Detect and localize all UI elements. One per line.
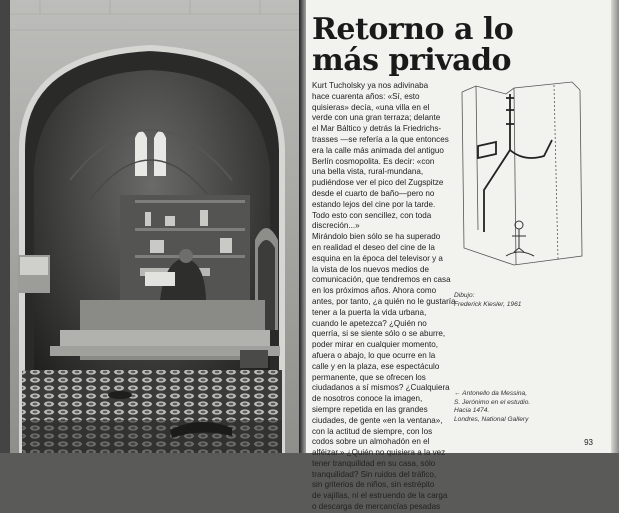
- body-line: pudiéndose ver el pico del Zugspitze: [312, 178, 444, 188]
- body-line: o descarga de mercancías pesadas: [312, 502, 441, 512]
- body-line: antes, por tanto, ¿a quién no le gustaría: [312, 296, 456, 306]
- body-line: era la calle más animada del antiguo: [312, 145, 444, 155]
- body-line: desde el cuarto de baño—pero no: [312, 188, 435, 198]
- body-line: esquina en la época del televisor y a: [312, 253, 443, 263]
- body-line: hace cuarenta años: «Sí, esto: [312, 91, 420, 101]
- body-line: en los próximos años. Ahora como: [312, 286, 437, 296]
- body-line: verde con una gran terraza; delante: [312, 113, 441, 123]
- body-line: alféizar.» ¿Quién no quisiera a la vez: [312, 448, 446, 458]
- body-line: con la actitud de siempre, con los: [312, 426, 433, 436]
- body-line: en realidad el deseo del cine de la: [312, 242, 435, 252]
- caption-line: Frederick Kiesler, 1961: [454, 300, 522, 308]
- article-title: Retorno a lo más privado: [312, 12, 514, 78]
- body-line: trasses —se refería a la que entonces: [312, 134, 449, 144]
- caption-line: S. Jerónimo en el estudio.: [454, 398, 531, 406]
- caption-line: ← Antonello da Messina,: [454, 390, 528, 397]
- body-line: Kurt Tucholsky ya nos adivinaba: [312, 81, 429, 90]
- caption-line: Hacia 1474.: [454, 407, 490, 415]
- body-line: Berlín cosmopolita. Es decir: «con: [312, 156, 435, 166]
- body-line: afuera o abajo, lo que ocurre en la: [312, 350, 436, 360]
- left-page: [0, 0, 303, 453]
- sketch-caption: [454, 292, 521, 309]
- caption-line: Dibujo:: [454, 292, 475, 299]
- kiesler-sketch: [454, 80, 589, 275]
- page-number: 93: [584, 438, 593, 447]
- body-line: ciudades, de gente «en la ventana»,: [312, 415, 443, 425]
- caption-line: Londres, National Gallery: [454, 415, 529, 423]
- body-line: codos sobre un almohadón en el: [312, 437, 430, 447]
- body-line: tener a la puerta la vida urbana,: [312, 307, 427, 317]
- body-line: Mirándolo bien sólo se ha superado: [312, 232, 441, 242]
- body-line: de vajillas, ni el estruendo de la carga: [312, 491, 448, 501]
- body-line: Todo esto con sencillez, con toda: [312, 210, 432, 220]
- body-line: querría, si se siente sólo o se aburre,: [312, 329, 446, 339]
- body-line: de nosotros conoce la imagen,: [312, 394, 423, 404]
- painting-image: [0, 0, 303, 453]
- body-line: tranquilidad? Sin ruidos del tráfico,: [312, 469, 437, 479]
- body-line: la vista de los nuevos medios de: [312, 264, 429, 274]
- body-line: el Mar Báltico y detrás la Friedrichs-: [312, 124, 442, 134]
- painting-caption: [454, 390, 530, 424]
- page-edge: [611, 0, 619, 453]
- body-line: permanente, que se ofrecen los: [312, 372, 426, 382]
- body-line: estando lejos del cine por la tarde.: [312, 199, 436, 209]
- body-line: tener tranquilidad en su casa, sólo: [312, 458, 436, 468]
- body-line: una bella vista, rural-mundana,: [312, 167, 424, 177]
- body-line: calle y en la plaza, ese espectáculo: [312, 361, 440, 371]
- body-line: cuando le apetezca? ¿Quién no: [312, 318, 427, 328]
- body-line: siempre repetida en las grandes: [312, 404, 428, 414]
- body-line: poder mirar en cualquier momento,: [312, 340, 438, 350]
- body-line: quisieras» decía, «una villa en el: [312, 102, 430, 112]
- body-line: comunicación, que tendremos en casa: [312, 275, 451, 285]
- right-page: [306, 0, 619, 512]
- body-line: discreción...»: [312, 221, 360, 231]
- body-line: ciudadanos a sí mismos? ¿Cualquiera: [312, 383, 450, 393]
- body-line: sin griterios de niños, sin estrépito: [312, 480, 435, 490]
